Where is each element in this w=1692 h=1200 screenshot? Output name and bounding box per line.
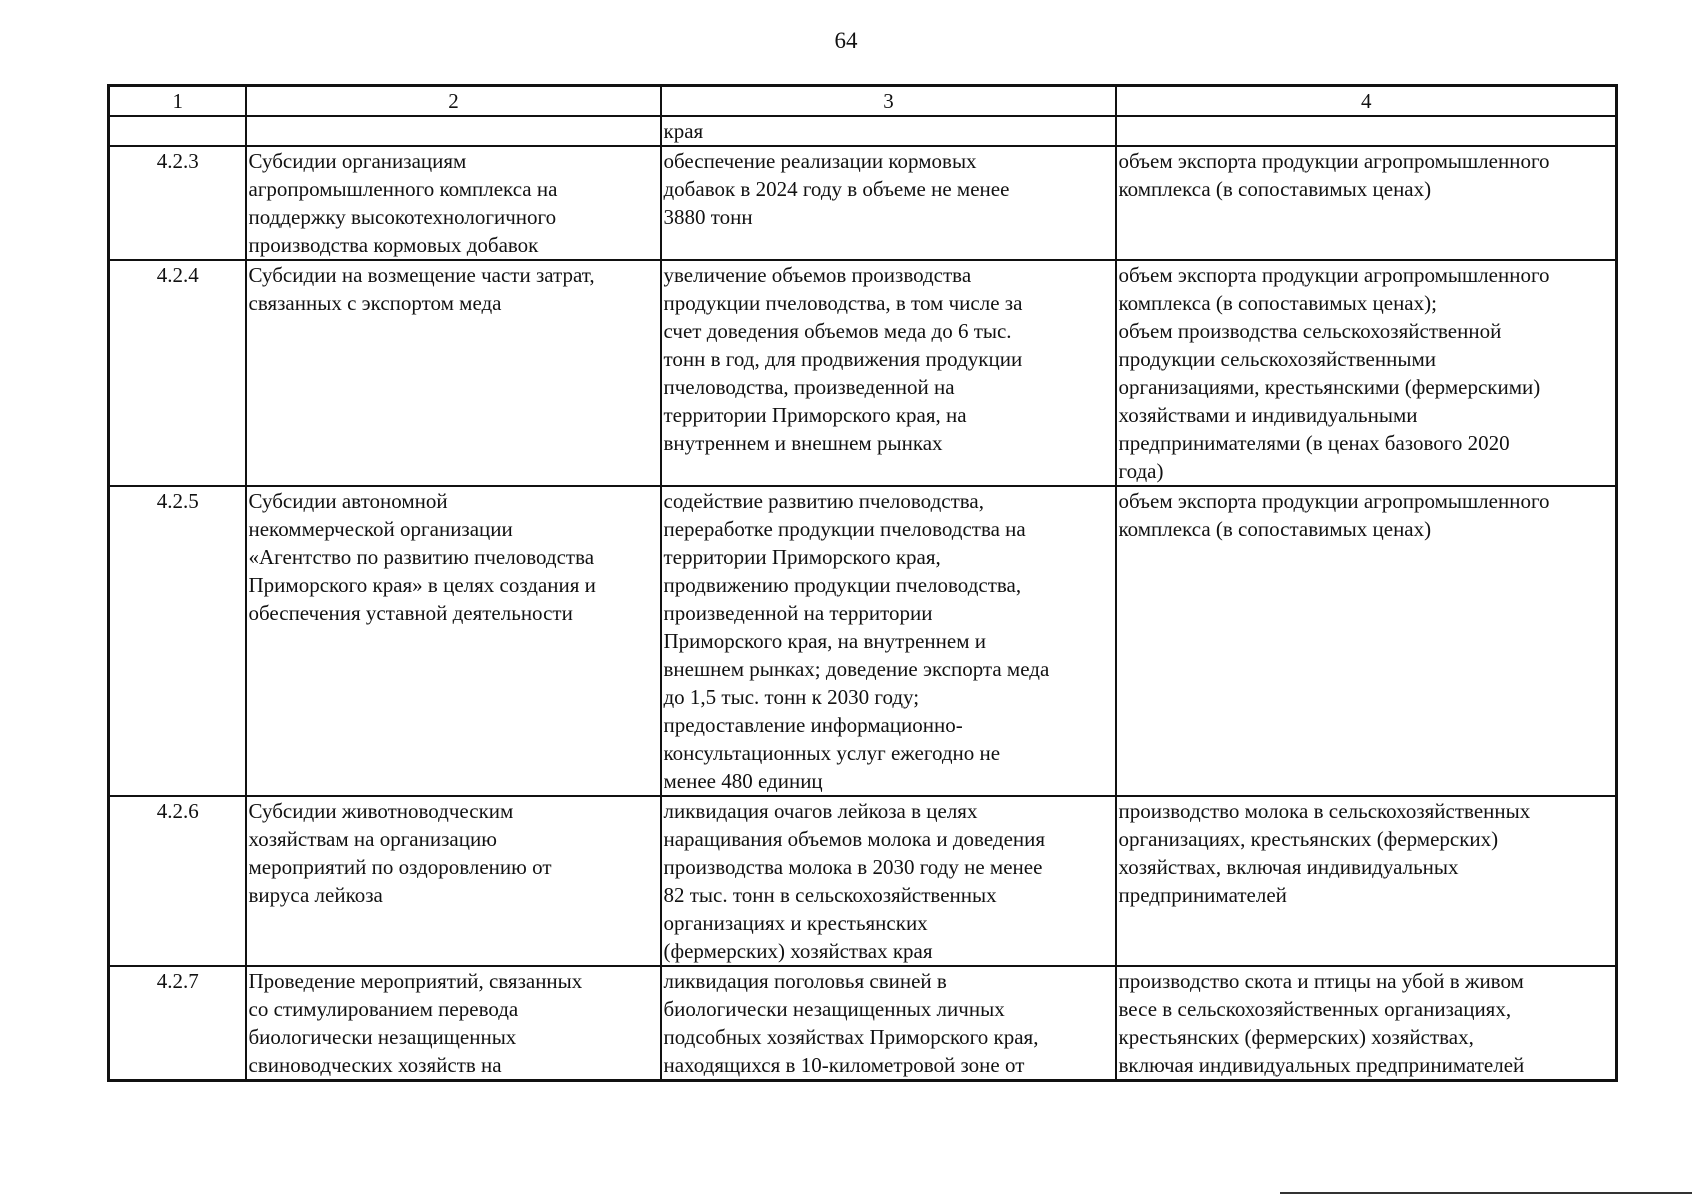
cell-text-line: внешнем рынках; доведение экспорта меда: [663, 657, 1050, 681]
cell-text-line: содействие развитию пчеловодства,: [663, 489, 984, 513]
cell-text-line: комплекса (в сопоставимых ценах): [1118, 517, 1432, 541]
cell-text-line: Субсидии животноводческим: [248, 799, 514, 823]
expected-result-cell: [661, 260, 1116, 486]
measure-name-cell: [246, 260, 661, 486]
cell-text-line: произведенной на территории: [663, 601, 933, 625]
cell-text-line: «Агентство по развитию пчеловодства: [248, 545, 595, 569]
table-body: [109, 116, 1617, 1081]
cell-text-line: 3880 тонн: [663, 205, 753, 229]
measure-name-cell: [246, 486, 661, 796]
expected-result-cell: [661, 486, 1116, 796]
indicator-cell: [1116, 966, 1617, 1081]
cell-text-line: организациями, крестьянскими (фермерскими): [1118, 375, 1541, 399]
cell-text-line: менее 480 единиц: [663, 769, 823, 793]
cell-text-line: производства молока в 2030 году не менее: [663, 855, 1043, 879]
expected-result-cell: [661, 966, 1116, 1081]
indicator-cell: [1116, 486, 1617, 796]
cell-text-line: года): [1118, 459, 1164, 483]
item-number: 4.2.6: [109, 796, 246, 966]
cell-text-line: (фермерских) хозяйствах края: [663, 939, 933, 963]
table-row: [109, 260, 1617, 486]
cell-text-line: производство молока в сельскохозяйственных: [1118, 799, 1531, 823]
indicator-cell: [1116, 146, 1617, 260]
measure-name-cell: [246, 146, 661, 260]
cell-text-line: счет доведения объемов меда до 6 тыс.: [663, 319, 1012, 343]
cell-text-line: пчеловодства, произведенной на: [663, 375, 955, 399]
page-number: 64: [834, 28, 858, 53]
item-number: 4.2.5: [109, 486, 246, 796]
cell-text-line: комплекса (в сопоставимых ценах): [1118, 177, 1432, 201]
expected-result-cell: [661, 146, 1116, 260]
cell-text-line: производства кормовых добавок: [248, 233, 539, 257]
cell-text-line: крестьянских (фермерских) хозяйствах,: [1118, 1025, 1474, 1049]
cell-text-line: переработке продукции пчеловодства на: [663, 517, 1026, 541]
cell-text-line: организациях и крестьянских: [663, 911, 928, 935]
measure-name-cell: [246, 796, 661, 966]
cell-text-line: объем производства сельскохозяйственной: [1118, 319, 1502, 343]
cell-text-line: комплекса (в сопоставимых ценах);: [1118, 291, 1437, 315]
cell-text-line: связанных с экспортом меда: [248, 291, 502, 315]
expected-result-cell: [661, 116, 1116, 146]
cell-text-line: поддержку высокотехнологичного: [248, 205, 557, 229]
cell-text-line: Субсидии на возмещение части затрат,: [248, 263, 595, 287]
cell-text-line: биологически незащищенных: [248, 1025, 517, 1049]
table-row: [109, 966, 1617, 1081]
cell-text-line: увеличение объемов производства: [663, 263, 972, 287]
cell-text-line: объем экспорта продукции агропромышленного: [1118, 263, 1550, 287]
cell-text-line: организациях, крестьянских (фермерских): [1118, 827, 1499, 851]
cell-text-line: тонн в год, для продвижения продукции: [663, 347, 1023, 371]
cell-text-line: Проведение мероприятий, связанных: [248, 969, 583, 993]
cell-text-line: объем экспорта продукции агропромышленного: [1118, 489, 1550, 513]
cell-text-line: Субсидии автономной: [248, 489, 448, 513]
header-cell: 4: [1116, 86, 1617, 117]
cell-text-line: свиноводческих хозяйств на: [248, 1053, 502, 1077]
cell-text-line: со стимулированием перевода: [248, 997, 519, 1021]
cell-text-line: хозяйствам на организацию: [248, 827, 497, 851]
table-row: [109, 796, 1617, 966]
cell-text-line: ликвидация очагов лейкоза в целях: [663, 799, 978, 823]
cell-text-line: находящихся в 10-километровой зоне от: [663, 1053, 1025, 1077]
cell-text-line: продукции сельскохозяйственными: [1118, 347, 1436, 371]
item-number: [109, 116, 246, 146]
cell-text-line: наращивания объемов молока и доведения: [663, 827, 1046, 851]
item-number: 4.2.4: [109, 260, 246, 486]
indicator-cell: [1116, 116, 1617, 146]
cell-text-line: вируса лейкоза: [248, 883, 383, 907]
table-row: [109, 486, 1617, 796]
cell-text-line: продукции пчеловодства, в том числе за: [663, 291, 1023, 315]
cell-text-line: продвижению продукции пчеловодства,: [663, 573, 1022, 597]
indicator-cell: [1116, 796, 1617, 966]
cell-text-line: ликвидация поголовья свиней в: [663, 969, 947, 993]
measures-table: [107, 84, 1618, 1082]
indicator-cell: [1116, 260, 1617, 486]
item-number: 4.2.7: [109, 966, 246, 1081]
cell-text-line: некоммерческой организации: [248, 517, 513, 541]
cell-text-line: агропромышленного комплекса на: [248, 177, 558, 201]
expected-result-cell: [661, 796, 1116, 966]
cell-text-line: хозяйствами и индивидуальными: [1118, 403, 1418, 427]
cell-text-line: биологически незащищенных личных: [663, 997, 1005, 1021]
table-row: [109, 146, 1617, 260]
cell-text-line: территории Приморского края,: [663, 545, 941, 569]
cell-text-line: мероприятий по оздоровлению от: [248, 855, 552, 879]
cell-text-line: производство скота и птицы на убой в живом: [1118, 969, 1524, 993]
cell-text-line: включая индивидуальных предпринимателей: [1118, 1053, 1525, 1077]
measure-name-cell: [246, 966, 661, 1081]
cell-text-line: обеспечение реализации кормовых: [663, 149, 977, 173]
cell-text-line: 82 тыс. тонн в сельскохозяйственных: [663, 883, 997, 907]
cell-text-line: объем экспорта продукции агропромышленного: [1118, 149, 1550, 173]
cell-text-line: Приморского края, на внутреннем и: [663, 629, 986, 653]
header-cell: 2: [246, 86, 661, 117]
cell-text-line: хозяйствах, включая индивидуальных: [1118, 855, 1459, 879]
item-number: 4.2.3: [109, 146, 246, 260]
footer-rule: [1280, 1192, 1692, 1194]
cell-text-line: весе в сельскохозяйственных организациях,: [1118, 997, 1512, 1021]
cell-text-line: предпринимателями (в ценах базового 2020: [1118, 431, 1510, 455]
cell-text-line: подсобных хозяйствах Приморского края,: [663, 1025, 1039, 1049]
cell-text-line: Субсидии организациям: [248, 149, 467, 173]
cell-text-line: внутреннем и внешнем рынках: [663, 431, 943, 455]
cell-text-line: края: [663, 119, 704, 143]
cell-text-line: консультационных услуг ежегодно не: [663, 741, 1001, 765]
cell-text-line: Приморского края» в целях создания и: [248, 573, 596, 597]
header-cell: 3: [661, 86, 1116, 117]
cell-text-line: до 1,5 тыс. тонн к 2030 году;: [663, 685, 920, 709]
cell-text-line: обеспечения уставной деятельности: [248, 601, 573, 625]
table-row: [109, 116, 1617, 146]
cell-text-line: предпринимателей: [1118, 883, 1287, 907]
cell-text-line: территории Приморского края, на: [663, 403, 967, 427]
cell-text-line: предоставление информационно-: [663, 713, 963, 737]
measure-name-cell: [246, 116, 661, 146]
cell-text-line: добавок в 2024 году в объеме не менее: [663, 177, 1010, 201]
header-cell: 1: [109, 86, 246, 117]
table-header-row: [109, 86, 1617, 117]
